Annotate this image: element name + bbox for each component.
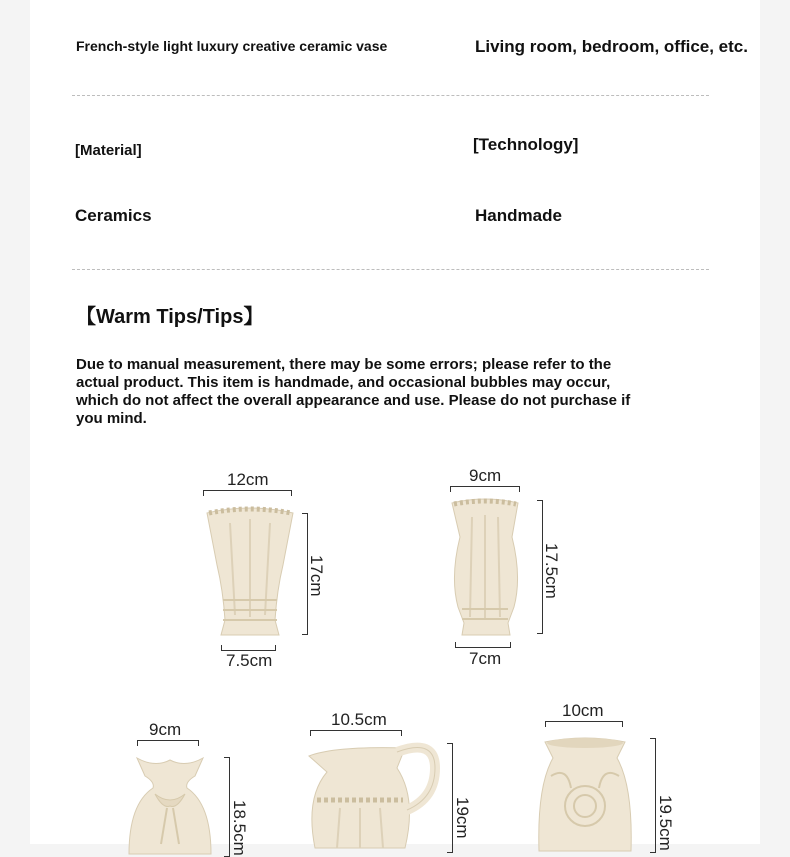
tips-body: Due to manual measurement, there may be some errors; please refer to the actual product. This item is handmade, and occasional bubbles may occur, which do not affect the overall appearance and use. Please do not purchase if you mind. [76,356,631,427]
floral-relief-vase-icon [537,736,633,851]
vase-3-top-width: 9cm [149,720,182,739]
dimension-line [455,642,511,648]
material-value: Ceramics [75,206,152,225]
dimension-line [310,730,402,736]
material-label: [Material] [75,142,142,159]
bow-vase-icon [125,754,215,854]
vase-1-bottom-width: 7.5cm [226,651,273,670]
vase-2-bottom-width: 7cm [469,649,502,668]
pitcher-vase-icon [305,738,440,848]
vase-4-height: 19cm [453,797,472,839]
fluted-lattice-vase-icon [205,505,295,640]
vase-3-height: 18.5cm [230,800,249,856]
vase-1-top-width: 12cm [227,470,269,489]
vase-5-top-width: 10cm [562,701,604,720]
separator-line [72,95,709,96]
vase-4-top-width: 10.5cm [331,710,387,729]
product-usage: Living room, bedroom, office, etc. [475,37,748,56]
dimension-line [450,486,520,492]
tips-title: 【Warm Tips/Tips】 [76,306,264,328]
dimension-line [545,721,623,727]
product-name: French-style light luxury creative ceramic vase [76,38,388,54]
separator-line [72,269,709,270]
vase-5-height: 19.5cm [656,795,675,851]
technology-label: [Technology] [473,135,579,154]
vase-2-top-width: 9cm [469,466,502,485]
tulip-lattice-vase-icon [448,497,522,639]
vase-1-height: 17cm [307,555,326,597]
dimension-line [137,740,199,746]
vase-2-height: 17.5cm [542,543,561,599]
technology-value: Handmade [475,206,562,225]
dimension-line [203,490,292,496]
